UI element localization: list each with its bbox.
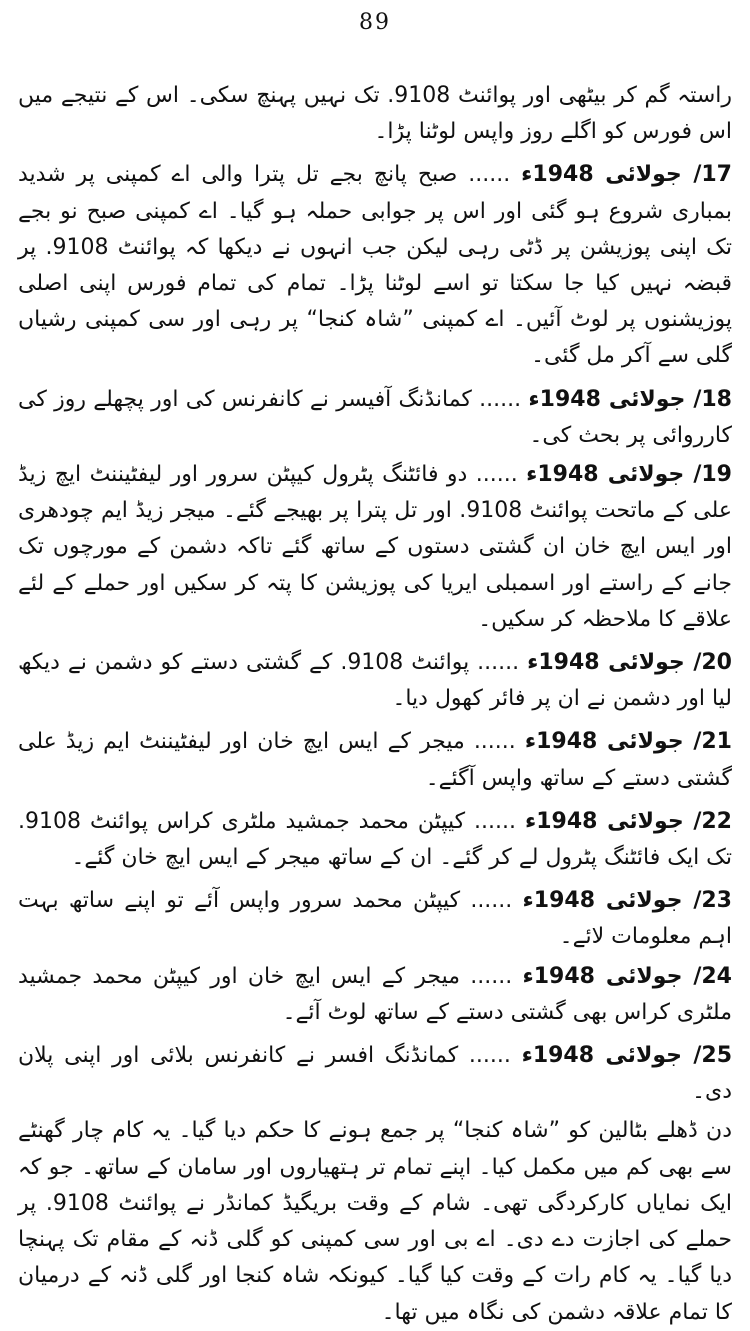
diary-entry <box>18 457 732 638</box>
entry-text: ...... میجر کے ایس ایچ خان اور لیفٹیننٹ ایم زیڈ علی گشتی دستے کے ساتھ واپس آگئے۔ <box>18 729 732 791</box>
entry-date: 23/ جولائی 1948ء <box>522 888 732 914</box>
entry-date: 22/ جولائی 1948ء <box>525 808 732 834</box>
entry-text: ...... دو فائٹنگ پٹرول کیپٹن سرور اور لیفٹیننٹ ایچ زیڈ علی کے ماتحت پوائنٹ 9108. اور تل پترا پر بھیجے گئے۔ میجر زیڈ ایم چودھری اور ایس ایچ خان ان گشتی دستوں کے ساتھ گئے تاکہ دشمن کے مورچوں تک جانے کے راستے اور اسمبلی ایریا کی پوزیشن کا پتہ کر سکیں اور حملے کے لئے علاقے کا ملاحظہ کر سکیں۔ <box>18 462 732 632</box>
entry-date: 20/ جولائی 1948ء <box>527 650 732 676</box>
entry-date: 21/ جولائی 1948ء <box>524 729 732 755</box>
paragraph <box>18 78 732 150</box>
entry-text: ...... کمانڈنگ افسر نے کانفرنس بلائی اور اپنی پلان دی۔ <box>18 1043 732 1105</box>
entry-text: ...... کمانڈنگ آفیسر نے کانفرنس کی اور پچھلے روز کی کارروائی پر بحث کی۔ <box>18 386 732 448</box>
entry-text: ...... کیپٹن محمد سرور واپس آئے تو اپنے ساتھ بہت اہم معلومات لائے۔ <box>18 888 732 950</box>
entry-text: ...... کیپٹن محمد جمشید ملٹری کراس پوائنٹ 9108. تک ایک فائٹنگ پٹرول لے کر گئے۔ ان کے ساتھ میجر کے ایس ایچ خان گئے۔ <box>18 808 732 871</box>
paragraph-text: راستہ گم کر بیٹھی اور پوائنٹ 9108. تک نہیں پہنچ سکی۔ اس کے نتیجے میں اس فورس کو اگلے روز واپس لوٹنا پڑا۔ <box>18 83 732 145</box>
diary-entry <box>18 724 732 796</box>
entry-text: ...... میجر کے ایس ایچ خان اور کیپٹن محمد جمشید ملٹری کراس بھی گشتی دستے کے ساتھ لوٹ آئے۔ <box>18 963 732 1025</box>
diary-entry <box>18 804 732 876</box>
page-body <box>18 78 732 1331</box>
diary-entry <box>18 883 732 955</box>
entry-text: ...... صبح پانچ بجے تل پترا والی اے کمپنی پر شدید بمباری شروع ہو گئی اور اس پر جوابی حملہ ہو گیا۔ اے کمپنی صبح نو بجے تک اپنی پوزیشن پر ڈٹی رہی لیکن جب انہوں نے دیکھا کہ پوائنٹ 9108. پر قبضہ نہیں کیا جا سکتا تو اسے لوٹنا پڑا۔ تمام کی تمام فورس اپنی اصلی پوزیشنوں پر لوٹ آئیں۔ اے کمپنی ”شاہ کنجا“ پر رہی اور سی کمپنی رشیاں گلی سے آکر مل گئی۔ <box>18 162 732 369</box>
entry-date: 17/ جولائی 1948ء <box>521 162 732 188</box>
diary-entry <box>18 157 732 374</box>
paragraph-text: دن ڈھلے بٹالین کو ”شاہ کنجا“ پر جمع ہونے کا حکم دیا گیا۔ یہ کام چار گھنٹے سے بھی کم میں مکمل کیا۔ اپنے تمام تر ہتھیاروں اور سامان کے ساتھ۔ جو کہ ایک نمایاں کارکردگی تھی۔ شام کے وقت بریگیڈ کمانڈر نے پوائنٹ 9108. پر حملے کی اجازت دے دی۔ اے بی اور سی کمپنی کو گلی ڈنہ کے مقام تک پہنچا دیا گیا۔ یہ کام رات کے وقت کیا گیا۔ کیونکہ شاہ کنجا اور گلی ڈنہ کے درمیان کا تمام علاقہ دشمن کی نگاہ میں تھا۔ <box>18 1118 732 1325</box>
entry-date: 24/ جولائی 1948ء <box>522 963 732 989</box>
diary-entry <box>18 1038 732 1110</box>
diary-entry <box>18 645 732 717</box>
diary-entry <box>18 959 732 1031</box>
diary-entry <box>18 382 732 454</box>
entry-date: 19/ جولائی 1948ء <box>526 462 732 488</box>
entry-date: 18/ جولائی 1948ء <box>528 386 732 412</box>
entry-date: 25/ جولائی 1948ء <box>521 1043 733 1069</box>
page-number: 89 <box>359 10 391 35</box>
paragraph <box>18 1113 732 1330</box>
entry-text: ...... پوائنٹ 9108. کے گشتی دستے کو دشمن نے دیکھ لیا اور دشمن نے ان پر فائر کھول دیا۔ <box>18 650 732 712</box>
